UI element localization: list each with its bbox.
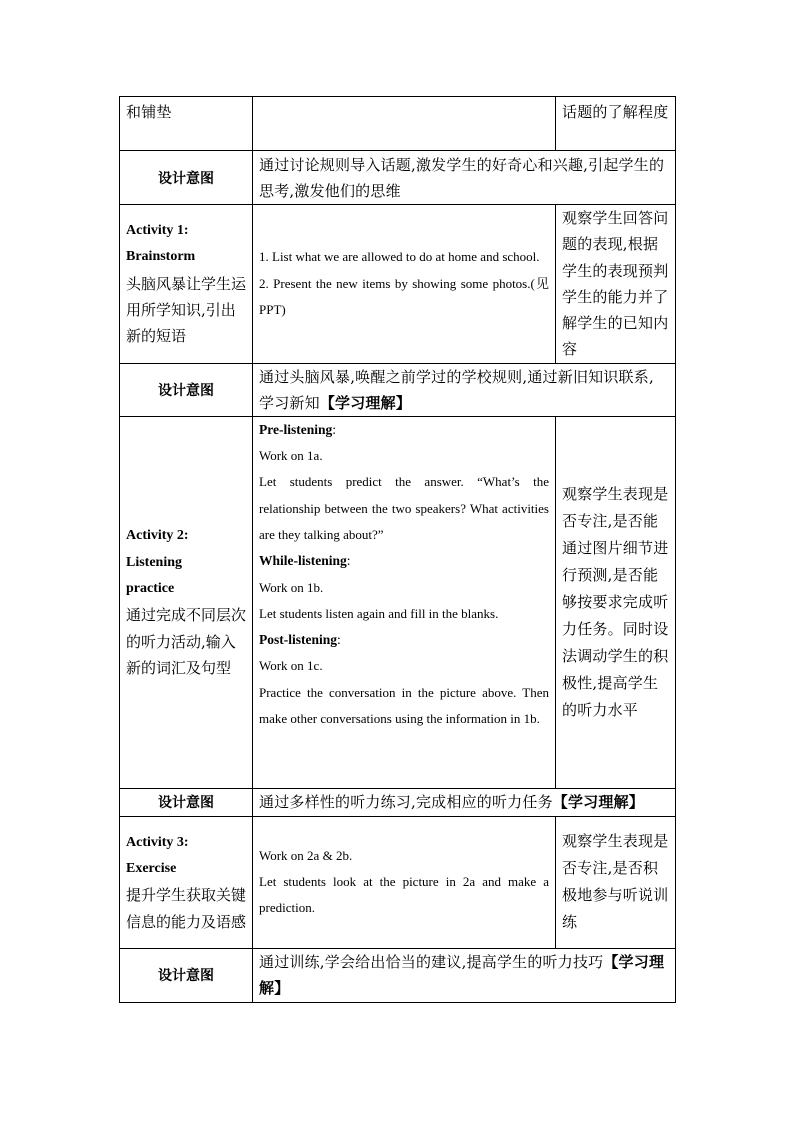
- design-intent-label: [120, 948, 253, 1002]
- activity-description: 通过完成不同层次的听力活动,输入新的词汇及句型: [126, 606, 247, 677]
- design-intent-body: 通过头脑风暴,唤醒之前学过的学校规则,通过新旧知识联系,学习新知: [259, 367, 654, 412]
- procedure-step: Practice the conversation in the picture above. Then make other conversations using the information in 1b.: [259, 684, 549, 727]
- section-heading: [259, 627, 549, 653]
- table-row: [120, 363, 676, 416]
- procedure-step: Work on 1a.: [259, 448, 323, 464]
- activity-cell: 和铺垫: [120, 97, 253, 151]
- design-intent-text: [253, 788, 676, 816]
- activity-cell: [120, 205, 253, 364]
- design-intent-text: [253, 363, 676, 416]
- table-row: [120, 816, 676, 948]
- procedure-step: 2. Present the new items by showing some photos.(见 PPT): [259, 275, 549, 318]
- design-intent-text: 通过讨论规则导入话题,激发学生的好奇心和兴趣,引起学生的思考,激发他们的思维: [253, 151, 676, 205]
- learning-tag: 【学习理解】: [259, 953, 665, 998]
- assessment-cell: 观察学生表现是否专注,是否能通过图片细节进行预测,是否能够按要求完成听力任务。同时设法调动学生的积极性,提高学生的听力水平: [556, 416, 676, 788]
- activity-title: Activity 2:: [126, 528, 189, 544]
- design-intent-label: [120, 151, 253, 205]
- procedure-step: Let students look at the picture in 2a and make a prediction.: [259, 874, 549, 916]
- design-intent-label-text: 设计意图: [158, 795, 214, 812]
- activity-cell: [120, 816, 253, 948]
- procedure-step: Let students predict the answer. “What’s the relationship between the two speakers? What activities are they talking about?”: [259, 474, 549, 542]
- activity-subtitle-2: practice: [126, 580, 175, 596]
- section-heading: [259, 548, 549, 574]
- table-row: [120, 97, 676, 151]
- procedure-step: Work on 1b.: [259, 579, 324, 595]
- procedure-cell: [253, 816, 556, 948]
- design-intent-text: [253, 948, 676, 1002]
- section-heading-text: While-listening: [259, 553, 347, 569]
- assessment-cell: 观察学生回答问题的表现,根据学生的表现预判学生的能力并了解学生的已知内容: [556, 205, 676, 364]
- table-row: [120, 151, 676, 205]
- activity-subtitle: Listening: [126, 554, 183, 570]
- activity-subtitle: Brainstorm: [126, 249, 196, 265]
- activity-title: Activity 3:: [126, 834, 189, 850]
- learning-tag: 【学习理解】: [552, 793, 644, 812]
- section-heading-text: Pre-listening: [259, 421, 333, 437]
- design-intent-label-text: 设计意图: [158, 968, 214, 985]
- section-colon: :: [332, 421, 337, 437]
- table-row: [120, 416, 676, 788]
- lesson-plan-table: [119, 96, 676, 1003]
- assessment-cell: 话题的了解程度: [556, 97, 676, 151]
- design-intent-body: 通过训练,学会给出恰当的建议,提高学生的听力技巧: [259, 953, 604, 972]
- design-intent-label-text: 设计意图: [158, 382, 214, 399]
- table-row: [120, 788, 676, 816]
- learning-tag: 【学习理解】: [319, 393, 412, 412]
- section-colon: :: [346, 553, 351, 569]
- procedure-step: 1. List what we are allowed to do at home and school.: [259, 249, 540, 265]
- section-colon: :: [337, 632, 341, 648]
- activity-subtitle: Exercise: [126, 860, 177, 876]
- activity-cell: [120, 416, 253, 788]
- design-intent-label: [120, 363, 253, 416]
- activity-description: 头脑风暴让学生运用所学知识,引出新的短语: [126, 274, 247, 346]
- procedure-step: Let students listen again and fill in the blanks.: [259, 605, 499, 621]
- design-intent-label: [120, 788, 253, 816]
- procedure-cell: [253, 97, 556, 151]
- table-row: [120, 948, 676, 1002]
- procedure-cell: [253, 416, 556, 788]
- table-row: [120, 205, 676, 364]
- procedure-step: Work on 2a & 2b.: [259, 847, 353, 863]
- design-intent-body: 通过多样性的听力练习,完成相应的听力任务: [259, 793, 553, 812]
- section-heading-text: Post-listening: [259, 632, 338, 648]
- procedure-step: Work on 1c.: [259, 658, 323, 674]
- activity-title: Activity 1:: [126, 223, 189, 239]
- procedure-cell: [253, 205, 556, 364]
- activity-description: 提升学生获取关键信息的能力及语感: [126, 886, 247, 931]
- assessment-cell: 观察学生表现是否专注,是否积极地参与听说训练: [556, 816, 676, 948]
- design-intent-label-text: 设计意图: [158, 170, 214, 187]
- section-heading: [259, 417, 549, 443]
